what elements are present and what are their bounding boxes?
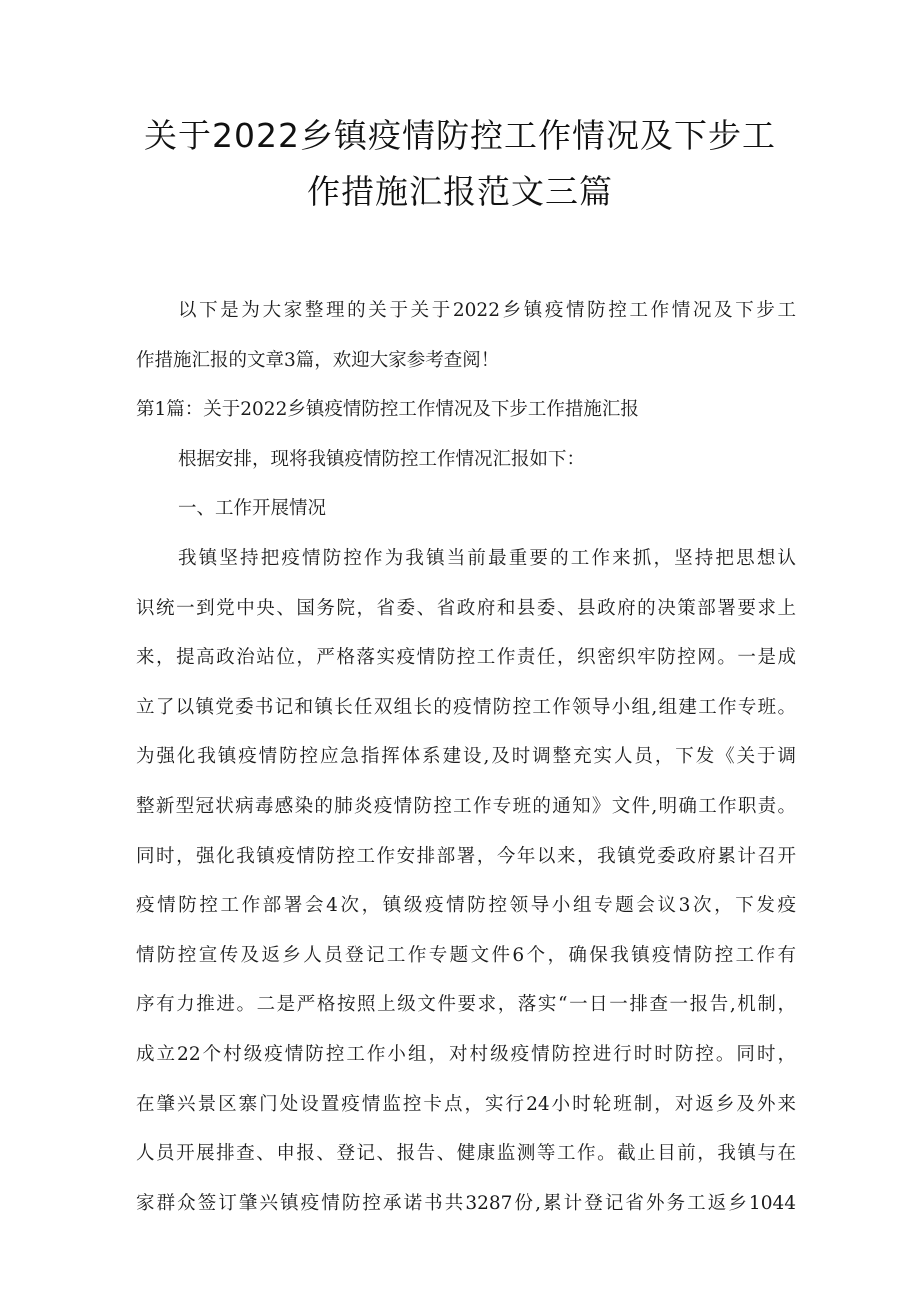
paragraph-line: 我镇坚持把疫情防控作为我镇当前最重要的工作来抓，坚持把思想认 — [178, 547, 796, 569]
paragraph-line: 根据安排，现将我镇疫情防控工作情况汇报如下： — [178, 448, 586, 470]
document-body — [136, 286, 796, 1228]
paragraph-line: 识统一到党中央、国务院，省委、省政府和县委、县政府的决策部署要求上 — [136, 597, 796, 619]
subsection-heading: 一、工作开展情况 — [178, 498, 327, 520]
intro-line: 以下是为大家整理的关于关于2022乡镇疫情防控工作情况及下步工 — [178, 300, 796, 321]
section-heading: 第1篇：关于2022乡镇疫情防控工作情况及下步工作措施汇报 — [136, 399, 639, 421]
paragraph-line: 成立22个村级疫情防控工作小组，对村级疫情防控进行时时防控。同时， — [136, 1043, 796, 1065]
paragraph-line: 在肇兴景区寨门处设置疫情监控卡点，实行24小时轮班制，对返乡及外来 — [136, 1093, 796, 1115]
paragraph-line: 为强化我镇疫情防控应急指挥体系建设,及时调整充实人员，下发《关于调 — [136, 746, 796, 768]
paragraph-line: 来，提高政治站位，严格落实疫情防控工作责任，织密织牢防控网。一是成 — [136, 647, 796, 669]
paragraph-line: 同时，强化我镇疫情防控工作安排部署，今年以来，我镇党委政府累计召开 — [136, 845, 796, 867]
paragraph-line: 情防控宣传及返乡人员登记工作专题文件6个，确保我镇疫情防控工作有 — [136, 944, 796, 966]
paragraph-line: 疫情防控工作部署会4次，镇级疫情防控领导小组专题会议3次，下发疫 — [136, 895, 796, 917]
document-title — [120, 108, 800, 220]
title-line-2: 作措施汇报范文三篇 — [307, 172, 613, 211]
paragraph-line: 家群众签订肇兴镇疫情防控承诺书共3287份,累计登记省外务工返乡1044 — [136, 1192, 796, 1214]
paragraph-line: 立了以镇党委书记和镇长任双组长的疫情防控工作领导小组,组建工作专班。 — [136, 696, 796, 718]
paragraph-line: 人员开展排查、申报、登记、报告、健康监测等工作。截止目前，我镇与在 — [136, 1143, 796, 1165]
paragraph-line: 序有力推进。二是严格按照上级文件要求，落实“一日一排查一报告,机制， — [136, 994, 796, 1016]
intro-line: 作措施汇报的文章3篇，欢迎大家参考查阅！ — [136, 349, 500, 371]
title-line-1: 关于2022乡镇疫情防控工作情况及下步工 — [144, 116, 776, 155]
paragraph-line: 整新型冠状病毒感染的肺炎疫情防控工作专班的通知》文件,明确工作职责。 — [136, 795, 796, 817]
